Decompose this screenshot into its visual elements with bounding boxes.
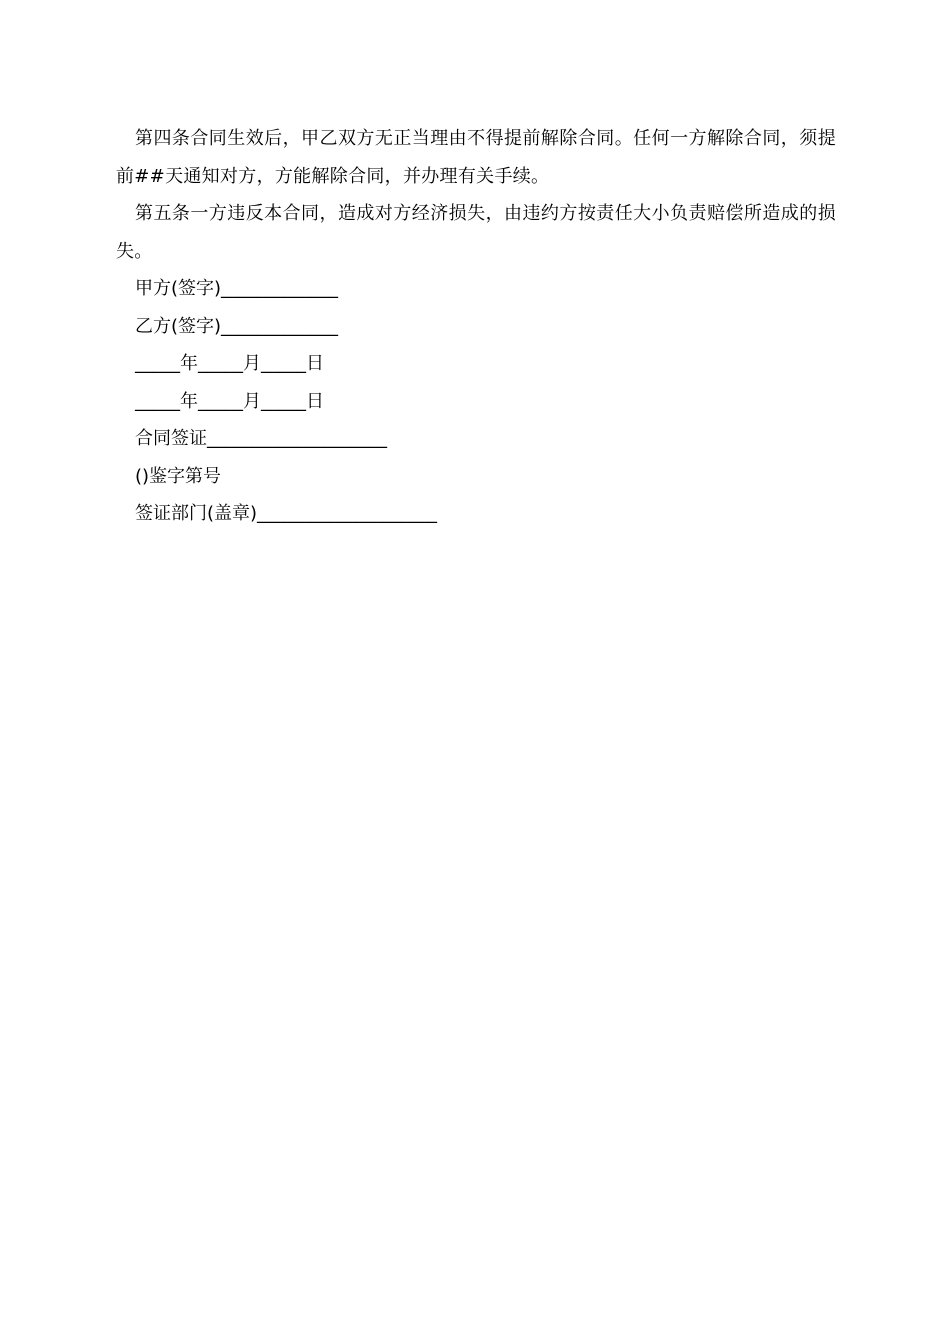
party-b-signature-line: 乙方(签字)_____________ [135, 315, 339, 337]
document-body [116, 120, 836, 533]
contract-certification-line: 合同签证____________________ [135, 428, 387, 449]
clause-4-paragraph: 第四条合同生效后，甲乙双方无正当理由不得提前解除合同。任何一方解除合同，须提前##天通知对方，方能解除合同，并办理有关手续。 [116, 128, 836, 187]
date-line-2: _____年_____月_____日 [135, 390, 324, 412]
clause-5-paragraph: 第五条一方违反本合同，造成对方经济损失，由违约方按责任大小负责赔偿所造成的损失。 [116, 203, 836, 262]
certification-number-line: ()鉴字第号 [135, 465, 222, 487]
date-line-1: _____年_____月_____日 [135, 353, 324, 374]
certification-department-line: 签证部门(盖章)____________________ [135, 503, 438, 524]
party-a-signature-line: 甲方(签字)_____________ [135, 278, 339, 299]
